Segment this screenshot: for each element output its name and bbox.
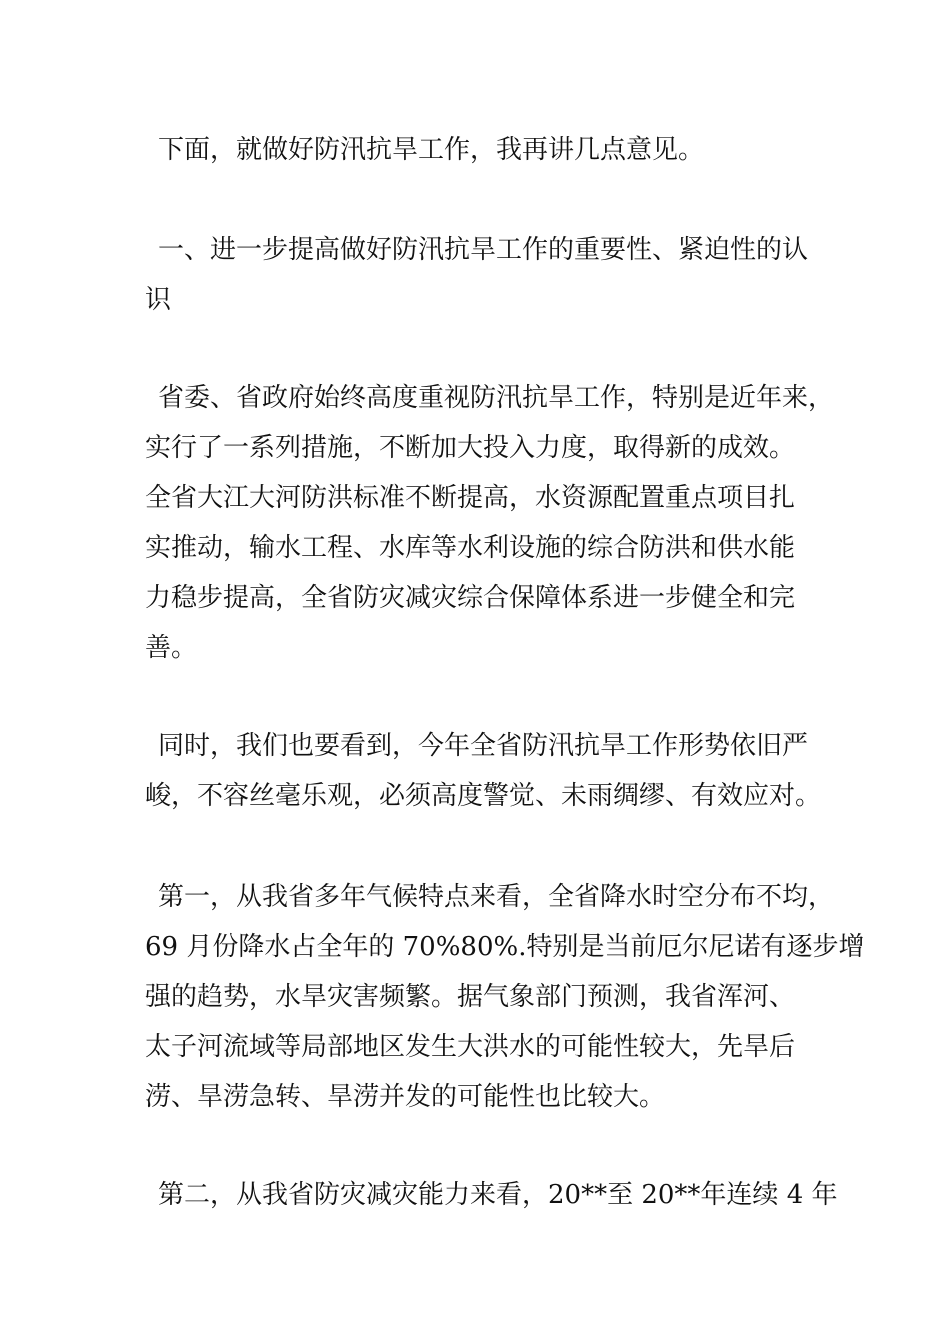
text-line: 省委、省政府始终高度重视防汛抗旱工作，特别是近年来， — [158, 383, 835, 413]
text-line: 69 月份降水占全年的 70%80%.特别是当前厄尔尼诺有逐步增 — [145, 932, 865, 962]
text-line: 实推动，输水工程、水库等水利设施的综合防洪和供水能 — [145, 533, 796, 563]
text-line: 太子河流域等局部地区发生大洪水的可能性较大，先旱后 — [145, 1032, 796, 1062]
text-line: 善。 — [145, 633, 198, 663]
text-line: 力稳步提高，全省防灾减灾综合保障体系进一步健全和完 — [145, 583, 796, 613]
paragraph-situation — [145, 721, 825, 821]
text-line: 实行了一系列措施，不断加大投入力度，取得新的成效。 — [145, 433, 796, 463]
paragraph-first-point — [145, 872, 865, 1122]
text-line: 一、进一步提高做好防汛抗旱工作的重要性、紧迫性的认 — [158, 235, 809, 265]
section-heading-one — [145, 225, 825, 325]
text-line: 第一，从我省多年气候特点来看，全省降水时空分布不均， — [158, 882, 835, 912]
text-line: 识 — [145, 285, 172, 315]
paragraph-achievements — [145, 373, 835, 673]
text-line: 同时，我们也要看到，今年全省防汛抗旱工作形势依旧严 — [158, 731, 809, 761]
text-line: 全省大江大河防洪标准不断提高，水资源配置重点项目扎 — [145, 483, 796, 513]
text-line: 第二，从我省防灾减灾能力来看，20**至 20**年连续 4 年 — [158, 1180, 838, 1210]
text-line: 下面，就做好防汛抗旱工作，我再讲几点意见。 — [158, 135, 705, 165]
text-line: 涝、旱涝急转、旱涝并发的可能性也比较大。 — [145, 1082, 666, 1112]
paragraph-intro — [145, 125, 825, 175]
text-line: 强的趋势，水旱灾害频繁。据气象部门预测，我省浑河、 — [145, 982, 796, 1012]
paragraph-second-point — [145, 1170, 838, 1220]
text-line: 峻，不容丝毫乐观，必须高度警觉、未雨绸缪、有效应对。 — [145, 781, 822, 811]
